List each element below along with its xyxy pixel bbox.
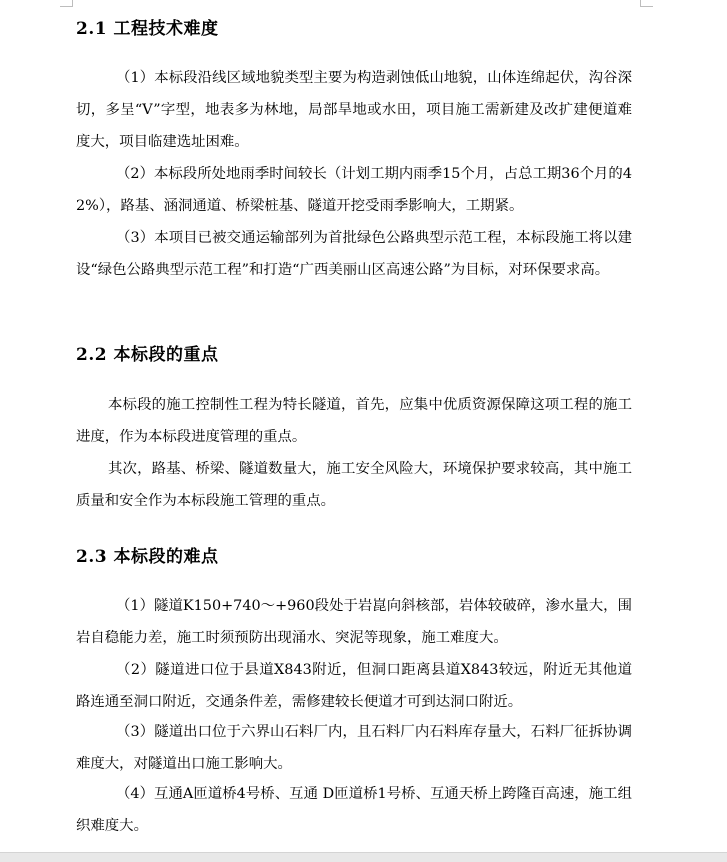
paragraph: （4）互通A匝道桥4号桥、互通 D匝道桥1号桥、互通天桥上跨隆百高速，施工组织难度大。 (76, 786, 632, 834)
section-heading: 2.3 本标段的难点 (76, 547, 219, 567)
paragraph: （1）本标段沿线区域地貌类型主要为构造剥蚀低山地貌，山体连绵起伏，沟谷深切，多呈“V”字型，地表多为林地，局部旱地或水田，项目施工需新建及改扩建便道难度大，项目临建选址困难。 (76, 70, 632, 150)
section-heading: 2.1 工程技术难度 (76, 19, 219, 39)
paragraph: （1）隧道K150+740～+960段处于岩崑向斜核部，岩体较破碎，渗水量大，围岩自稳能力差，施工时须预防出现涌水、突泥等现象，施工难度大。 (76, 598, 632, 646)
section-heading: 2.2 本标段的重点 (76, 345, 219, 365)
paragraph: （3）本项目已被交通运输部列为首批绿色公路典型示范工程，本标段施工将以建设“绿色公路典型示范工程”和打造“广西美丽山区高速公路”为目标，对环保要求高。 (76, 230, 632, 278)
paragraph: 本标段的施工控制性工程为特长隧道，首先，应集中优质资源保障这项工程的施工进度，作为本标段进度管理的重点。 (76, 397, 632, 445)
paragraph: （3）隧道出口位于六界山石料厂内，且石料厂内石料库存量大，石料厂征拆协调难度大，对隧道出口施工影响大。 (76, 724, 632, 772)
page-corner-mark (60, 0, 73, 7)
paragraph: 其次，路基、桥梁、隧道数量大，施工安全风险大，环境保护要求较高，其中施工质量和安全作为本标段施工管理的重点。 (76, 461, 632, 509)
page-corner-mark (640, 0, 653, 7)
paragraph: （2）本标段所处地雨季时间较长（计划工期内雨季15个月，占总工期36个月的42%），路基、涵洞通道、桥梁桩基、隧道开挖受雨季影响大，工期紧。 (76, 166, 632, 214)
paragraph: （2）隧道进口位于县道X843附近，但洞口距离县道X843较远，附近无其他道路连通至洞口附近，交通条件差，需修建较长便道才可到达洞口附近。 (76, 662, 632, 710)
